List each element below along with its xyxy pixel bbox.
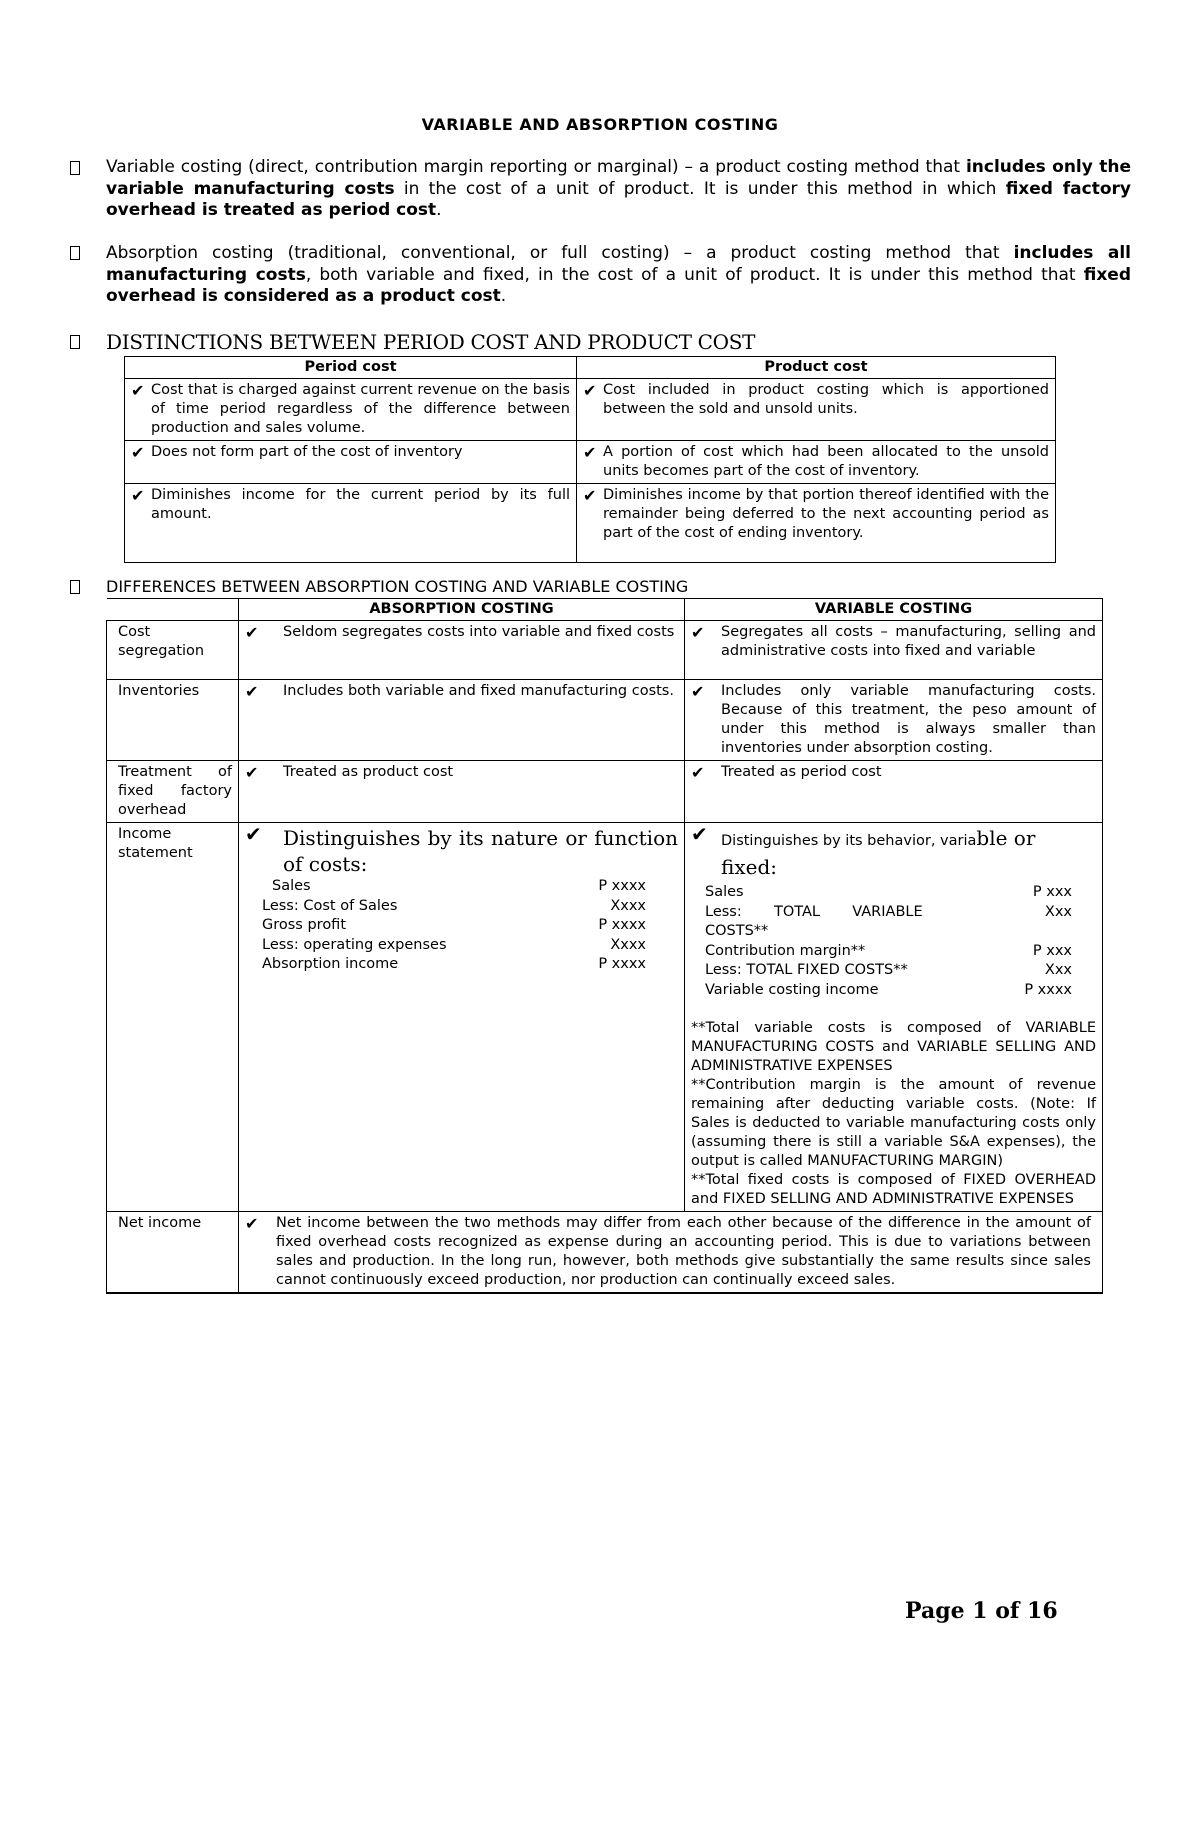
statement-line bbox=[262, 936, 646, 956]
heading-large-run: ble or bbox=[976, 826, 1036, 850]
variable-income-cell bbox=[685, 823, 1103, 1212]
column-header: VARIABLE COSTING bbox=[685, 599, 1103, 621]
bullet-icon bbox=[70, 335, 80, 349]
statement-line bbox=[705, 883, 1072, 903]
heading-large-run: fixed: bbox=[721, 855, 777, 879]
cell-text: Cost included in product costing which is apportioned between the sold and unsold units. bbox=[603, 382, 1049, 417]
line-label: Absorption income bbox=[262, 956, 399, 972]
check-icon: ✔ bbox=[131, 443, 145, 462]
line-label: Sales bbox=[272, 878, 311, 894]
bullet-icon bbox=[70, 161, 80, 175]
cell-text: Diminishes income by that portion thereof identified with the remainder being deferred to the next accounting period as part of the cost of ending inventory. bbox=[603, 487, 1049, 541]
footnotes bbox=[691, 1019, 1096, 1209]
text-run: . bbox=[436, 200, 442, 220]
table-cell bbox=[239, 761, 685, 823]
check-icon: ✔ bbox=[691, 623, 705, 642]
check-icon: ✔ bbox=[691, 682, 705, 701]
table-row bbox=[107, 680, 1103, 761]
line-label: Gross profit bbox=[262, 917, 347, 933]
statement-line bbox=[262, 897, 646, 917]
cell-text: Treated as period cost bbox=[721, 764, 882, 780]
table-row bbox=[107, 1212, 1103, 1294]
text-run: Absorption costing (traditional, conventional, or full costing) – a product costing method that bbox=[106, 243, 1014, 263]
check-icon: ✔ bbox=[691, 763, 705, 782]
table-row bbox=[107, 823, 1103, 1212]
bullet-icon bbox=[70, 580, 80, 594]
line-label: Less: TOTAL VARIABLE bbox=[705, 903, 923, 920]
net-income-cell bbox=[239, 1212, 1103, 1294]
statement-line bbox=[262, 877, 646, 897]
text-run: in the cost of a unit of product. It is under this method in which bbox=[394, 178, 1006, 199]
statement-line bbox=[705, 942, 1072, 962]
line-label: Variable costing income bbox=[705, 981, 879, 998]
page-number: Page 1 of 16 bbox=[905, 1598, 1058, 1624]
table-row bbox=[107, 621, 1103, 680]
row-label: Net income bbox=[107, 1212, 239, 1294]
distinctions-heading: DISTINCTIONS BETWEEN PERIOD COST AND PRODUCT COST bbox=[106, 330, 756, 354]
line-amount: Xxxx bbox=[610, 897, 646, 914]
row-label: Income statement bbox=[107, 823, 239, 1212]
statement-line bbox=[705, 961, 1072, 981]
table-cell bbox=[685, 621, 1103, 680]
line-label: Less: operating expenses bbox=[262, 936, 447, 953]
check-icon: ✔ bbox=[245, 682, 259, 701]
income-heading: Distinguishes by its nature or function of costs: bbox=[283, 826, 678, 876]
column-header: Period cost bbox=[125, 357, 577, 379]
line-label: Less: TOTAL FIXED COSTS** bbox=[705, 962, 908, 978]
check-icon: ✔ bbox=[131, 486, 145, 505]
table-row bbox=[125, 379, 1056, 441]
row-label: Inventories bbox=[107, 680, 239, 761]
table-cell bbox=[239, 680, 685, 761]
table-row bbox=[107, 761, 1103, 823]
table-cell bbox=[125, 484, 577, 563]
check-icon: ✔ bbox=[131, 381, 145, 400]
statement-line bbox=[705, 922, 1072, 942]
line-amount: P xxxx bbox=[598, 878, 646, 894]
income-heading bbox=[721, 825, 1096, 883]
text-run: Variable costing (direct, contribution margin reporting or marginal) – a product costing method that bbox=[106, 157, 966, 177]
cell-text: Includes only variable manufacturing costs. Because of this treatment, the peso amount of under this method is always smaller than inventories under absorption costing. bbox=[721, 683, 1096, 756]
cell-text: Diminishes income for the current period by its full amount. bbox=[151, 487, 570, 522]
table-cell bbox=[685, 680, 1103, 761]
check-icon: ✔ bbox=[583, 443, 597, 462]
check-icon: ✔ bbox=[245, 1214, 259, 1233]
table-cell bbox=[577, 379, 1056, 441]
bold-run: includes only the variable manufacturing costs bbox=[106, 157, 1131, 199]
row-label: Treatment of fixed factory overhead bbox=[107, 761, 239, 823]
statement-line bbox=[705, 981, 1072, 1001]
row-label: Cost segregation bbox=[107, 621, 239, 680]
page-title: VARIABLE AND ABSORPTION COSTING bbox=[421, 115, 779, 134]
text-run: . bbox=[500, 286, 507, 306]
line-label: Contribution margin** bbox=[705, 942, 866, 959]
statement-line bbox=[262, 916, 646, 936]
line-amount: P xxx bbox=[1032, 884, 1072, 900]
statement-line bbox=[705, 903, 1072, 923]
period-product-table bbox=[124, 356, 1056, 563]
bold-run: fixed factory overhead is treated as period cost bbox=[106, 178, 1131, 220]
variable-income-statement bbox=[691, 883, 1096, 1000]
cell-text: Does not form part of the cost of inventory bbox=[151, 444, 463, 460]
check-icon: ✔ bbox=[583, 486, 597, 505]
absorption-income-statement bbox=[245, 877, 678, 975]
differences-heading: DIFFERENCES BETWEEN ABSORPTION COSTING AND VARIABLE COSTING bbox=[106, 577, 689, 596]
table-cell bbox=[685, 761, 1103, 823]
bullet-icon bbox=[70, 246, 80, 260]
footnote: **Contribution margin is the amount of revenue remaining after deducting variable costs. (Note: If Sales is deducted to variable manufacturing costs only (assuming there is still a variable S&A expenses), the output is called MANUFACTURING MARGIN) bbox=[691, 1077, 1096, 1169]
statement-line bbox=[262, 955, 646, 975]
absorption-variable-table bbox=[106, 598, 1103, 1294]
table-row bbox=[125, 484, 1056, 563]
table-cell bbox=[577, 484, 1056, 563]
heading-small-run: Distinguishes by its behavior, varia bbox=[721, 833, 977, 849]
line-label: Less: Cost of Sales bbox=[262, 897, 398, 914]
check-icon: ✔ bbox=[583, 381, 597, 400]
line-amount: Xxx bbox=[1044, 903, 1072, 920]
table-cell bbox=[125, 441, 577, 484]
cell-text: Treated as product cost bbox=[283, 764, 454, 780]
cell-text: Cost that is charged against current revenue on the basis of time period regardless of the difference between production and sales volume. bbox=[151, 382, 570, 436]
cell-text: Net income between the two methods may differ from each other because of the difference in the amount of fixed overhead costs recognized as expense during an accounting period. This is due to variations between sales and production. In the long run, however, both methods give substantially the same results since sales cannot continuously exceed production, nor production can continually exceed sales. bbox=[276, 1215, 1091, 1288]
line-amount: Xxx bbox=[1044, 962, 1072, 978]
table-cell bbox=[577, 441, 1056, 484]
empty-header bbox=[107, 599, 239, 621]
table-cell bbox=[239, 621, 685, 680]
table-row bbox=[125, 441, 1056, 484]
check-icon: ✔ bbox=[691, 822, 708, 846]
cell-text: A portion of cost which had been allocated to the unsold units becomes part of the cost of inventory. bbox=[603, 444, 1049, 479]
column-header: ABSORPTION COSTING bbox=[239, 599, 685, 621]
table-cell bbox=[125, 379, 577, 441]
absorption-income-cell bbox=[239, 823, 685, 1212]
cell-text: Seldom segregates costs into variable and fixed costs bbox=[283, 624, 675, 640]
check-icon: ✔ bbox=[245, 763, 259, 782]
variable-costing-definition bbox=[106, 157, 1131, 222]
line-amount: P xxxx bbox=[598, 956, 646, 972]
bold-run: fixed overhead is considered as a product cost bbox=[106, 264, 1131, 306]
line-amount: P xxx bbox=[1032, 942, 1072, 959]
footnote: **Total fixed costs is composed of FIXED OVERHEAD and FIXED SELLING AND ADMINISTRATIVE EXPENSES bbox=[691, 1172, 1096, 1207]
text-run: , both variable and fixed, in the cost of a unit of product. It is under this method that bbox=[305, 264, 1084, 285]
column-header: Product cost bbox=[577, 357, 1056, 379]
absorption-costing-definition bbox=[106, 243, 1131, 308]
bold-run: includes all manufacturing costs bbox=[106, 243, 1131, 285]
cell-text: Includes both variable and fixed manufacturing costs. bbox=[283, 683, 674, 699]
line-label: Sales bbox=[705, 884, 744, 900]
line-amount: Xxxx bbox=[610, 936, 646, 953]
line-amount: P xxxx bbox=[1024, 981, 1072, 998]
line-amount: P xxxx bbox=[598, 917, 646, 933]
footnote: **Total variable costs is composed of VARIABLE MANUFACTURING COSTS and VARIABLE SELLING AND ADMINISTRATIVE EXPENSES bbox=[691, 1020, 1096, 1074]
line-label: COSTS** bbox=[705, 923, 769, 939]
check-icon: ✔ bbox=[245, 822, 262, 846]
check-icon: ✔ bbox=[245, 623, 259, 642]
cell-text: Segregates all costs – manufacturing, selling and administrative costs into fixed and variable bbox=[721, 624, 1096, 659]
